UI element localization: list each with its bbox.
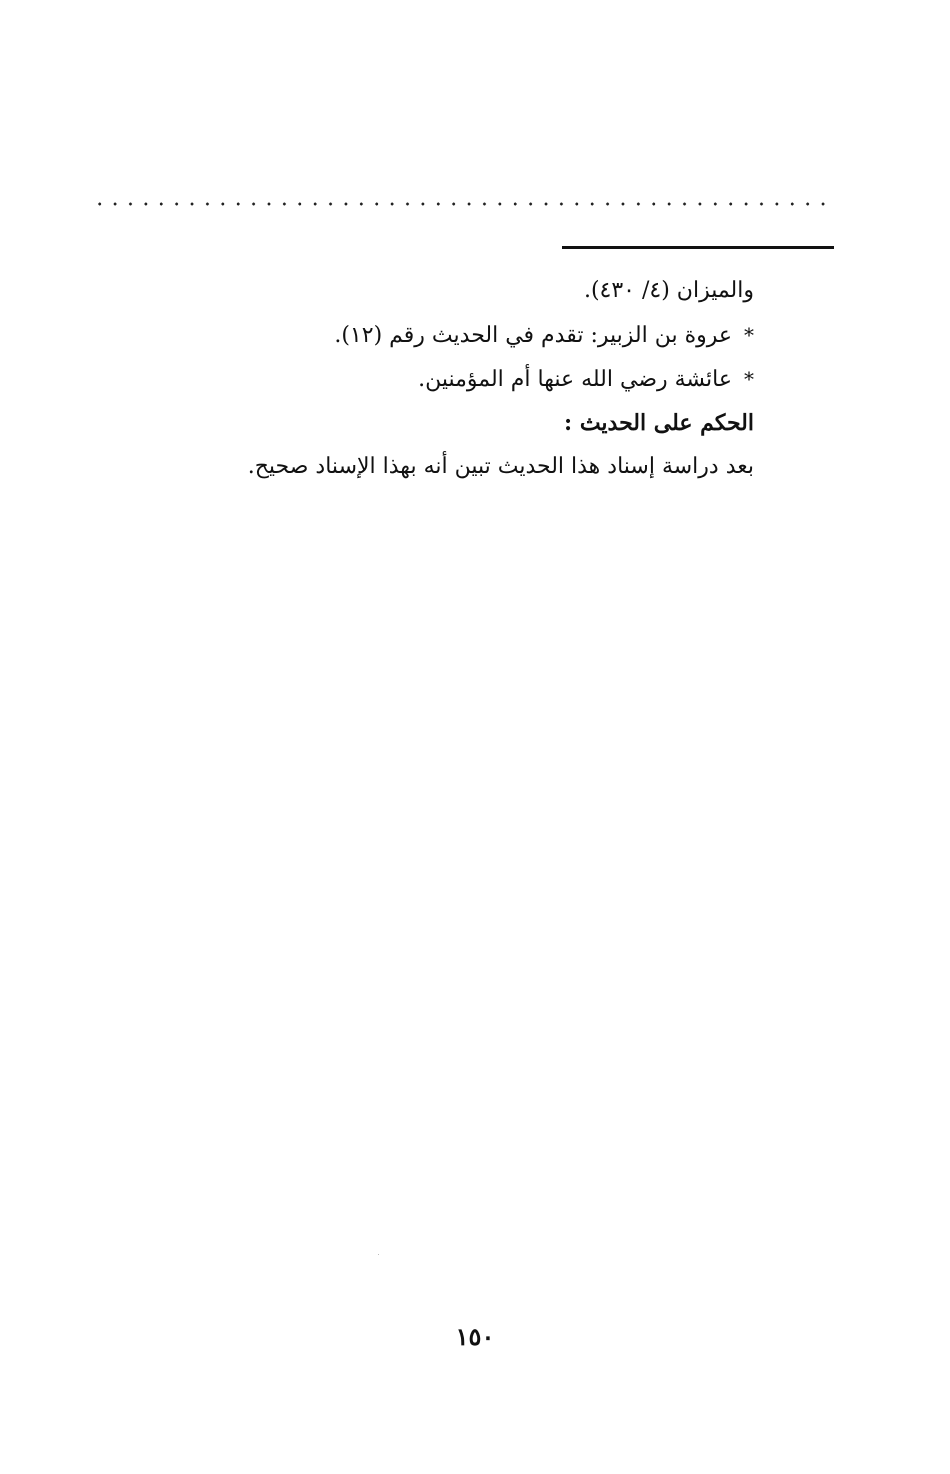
ruling-heading-text: الحكم على الحديث : — [564, 410, 754, 436]
footnote-line-aisha — [418, 364, 754, 395]
footnote-line-mizan — [584, 276, 754, 306]
dotted-separator — [92, 200, 832, 208]
scan-speck — [378, 1254, 379, 1255]
asterisk-icon: * — [744, 323, 754, 347]
footnote-rule — [562, 246, 834, 249]
footnote-line-urwa — [334, 320, 754, 351]
footnote-aisha-text: عائشة رضي الله عنها أم المؤمنين. — [418, 367, 732, 392]
footnote-mizan-text: والميزان (٤/ ٤٣٠). — [583, 278, 754, 303]
ruling-heading — [564, 408, 754, 438]
ruling-text: بعد دراسة إسناد هذا الحديث تبين أنه بهذا الإسناد صحيح. — [247, 454, 754, 479]
ruling-paragraph — [248, 452, 754, 482]
footnote-urwa-text: عروة بن الزبير: تقدم في الحديث رقم (١٢). — [334, 323, 732, 348]
page-number: ١٥٠ — [455, 1322, 495, 1351]
asterisk-icon: * — [744, 367, 754, 391]
